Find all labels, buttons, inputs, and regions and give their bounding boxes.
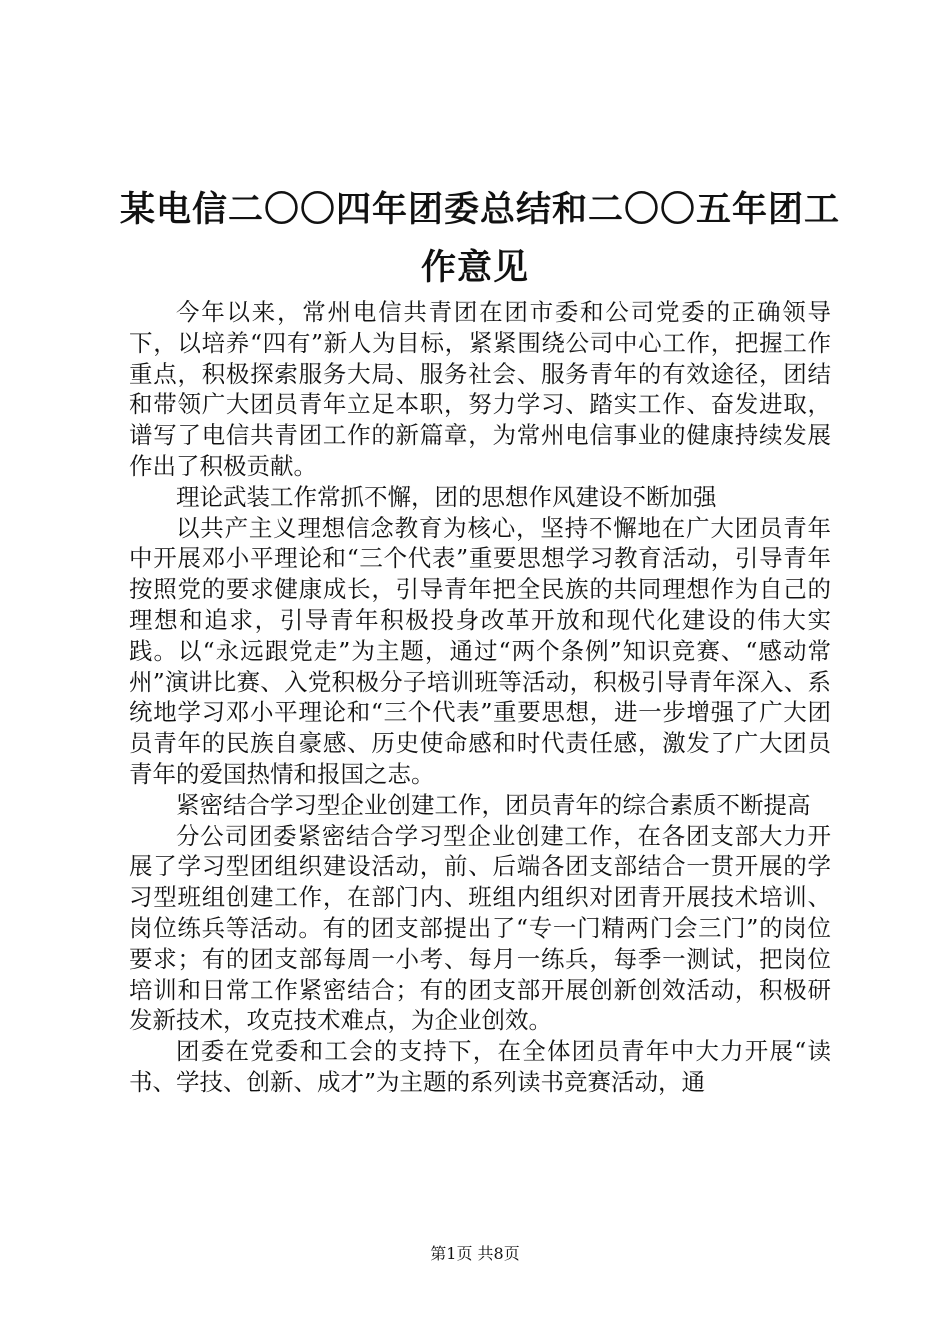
document-body	[129, 297, 831, 1098]
theory-paragraph: 以共产主义理想信念教育为核心，坚持不懈地在广大团员青年中开展邓小平理论和“三个代表”重要思想学习教育活动，引导青年按照党的要求健康成长，引导青年把全民族的共同理想作为自己的理想和追求，引导青年积极投身改革开放和现代化建设的伟大实践。以“永远跟党走”为主题，通过“两个条例”知识竞赛、“感动常州”演讲比赛、入党积极分子培训班等活动，积极引导青年深入、系统地学习邓小平理论和“三个代表”重要思想，进一步增强了广大团员青年的民族自豪感、历史使命感和时代责任感，激发了广大团员青年的爱国热情和报国之志。	[129, 513, 831, 788]
section-heading-learning: 紧密结合学习型企业创建工作，团员青年的综合素质不断提高	[176, 790, 811, 819]
title-line-2: 作意见	[420, 248, 529, 289]
learning-paragraph: 分公司团委紧密结合学习型企业创建工作，在各团支部大力开展了学习型团组织建设活动，前、后端各团支部结合一贯开展的学习型班组创建工作，在部门内、班组内组织对团青开展技术培训、岗位练兵等活动。有的团支部提出了“专一门精两门会三门”的岗位要求；有的团支部每周一小考、每月一练兵，每季一测试，把岗位培训和日常工作紧密结合；有的团支部开展创新创效活动，积极研发新技术，攻克技术难点，为企业创效。	[129, 821, 831, 1035]
title-line-1: 某电信二〇〇四年团委总结和二〇〇五年团工	[120, 190, 841, 231]
document-title	[120, 181, 841, 297]
reading-activity-paragraph: 团委在党委和工会的支持下，在全体团员青年中大力开展“读书、学技、创新、成才”为主题的系列读书竞赛活动，通	[129, 1037, 831, 1096]
section-heading-theory: 理论武装工作常抓不懈，团的思想作风建设不断加强	[176, 482, 717, 511]
page-number-footer: 第1页 共8页	[430, 1244, 520, 1263]
intro-paragraph: 今年以来，常州电信共青团在团市委和公司党委的正确领导下，以培养“四有”新人为目标，紧紧围绕公司中心工作，把握工作重点，积极探索服务大局、服务社会、服务青年的有效途径，团结和带领广大团员青年立足本职，努力学习、踏实工作、奋发进取，谱写了电信共青团工作的新篇章，为常州电信事业的健康持续发展作出了积极贡献。	[129, 298, 831, 480]
